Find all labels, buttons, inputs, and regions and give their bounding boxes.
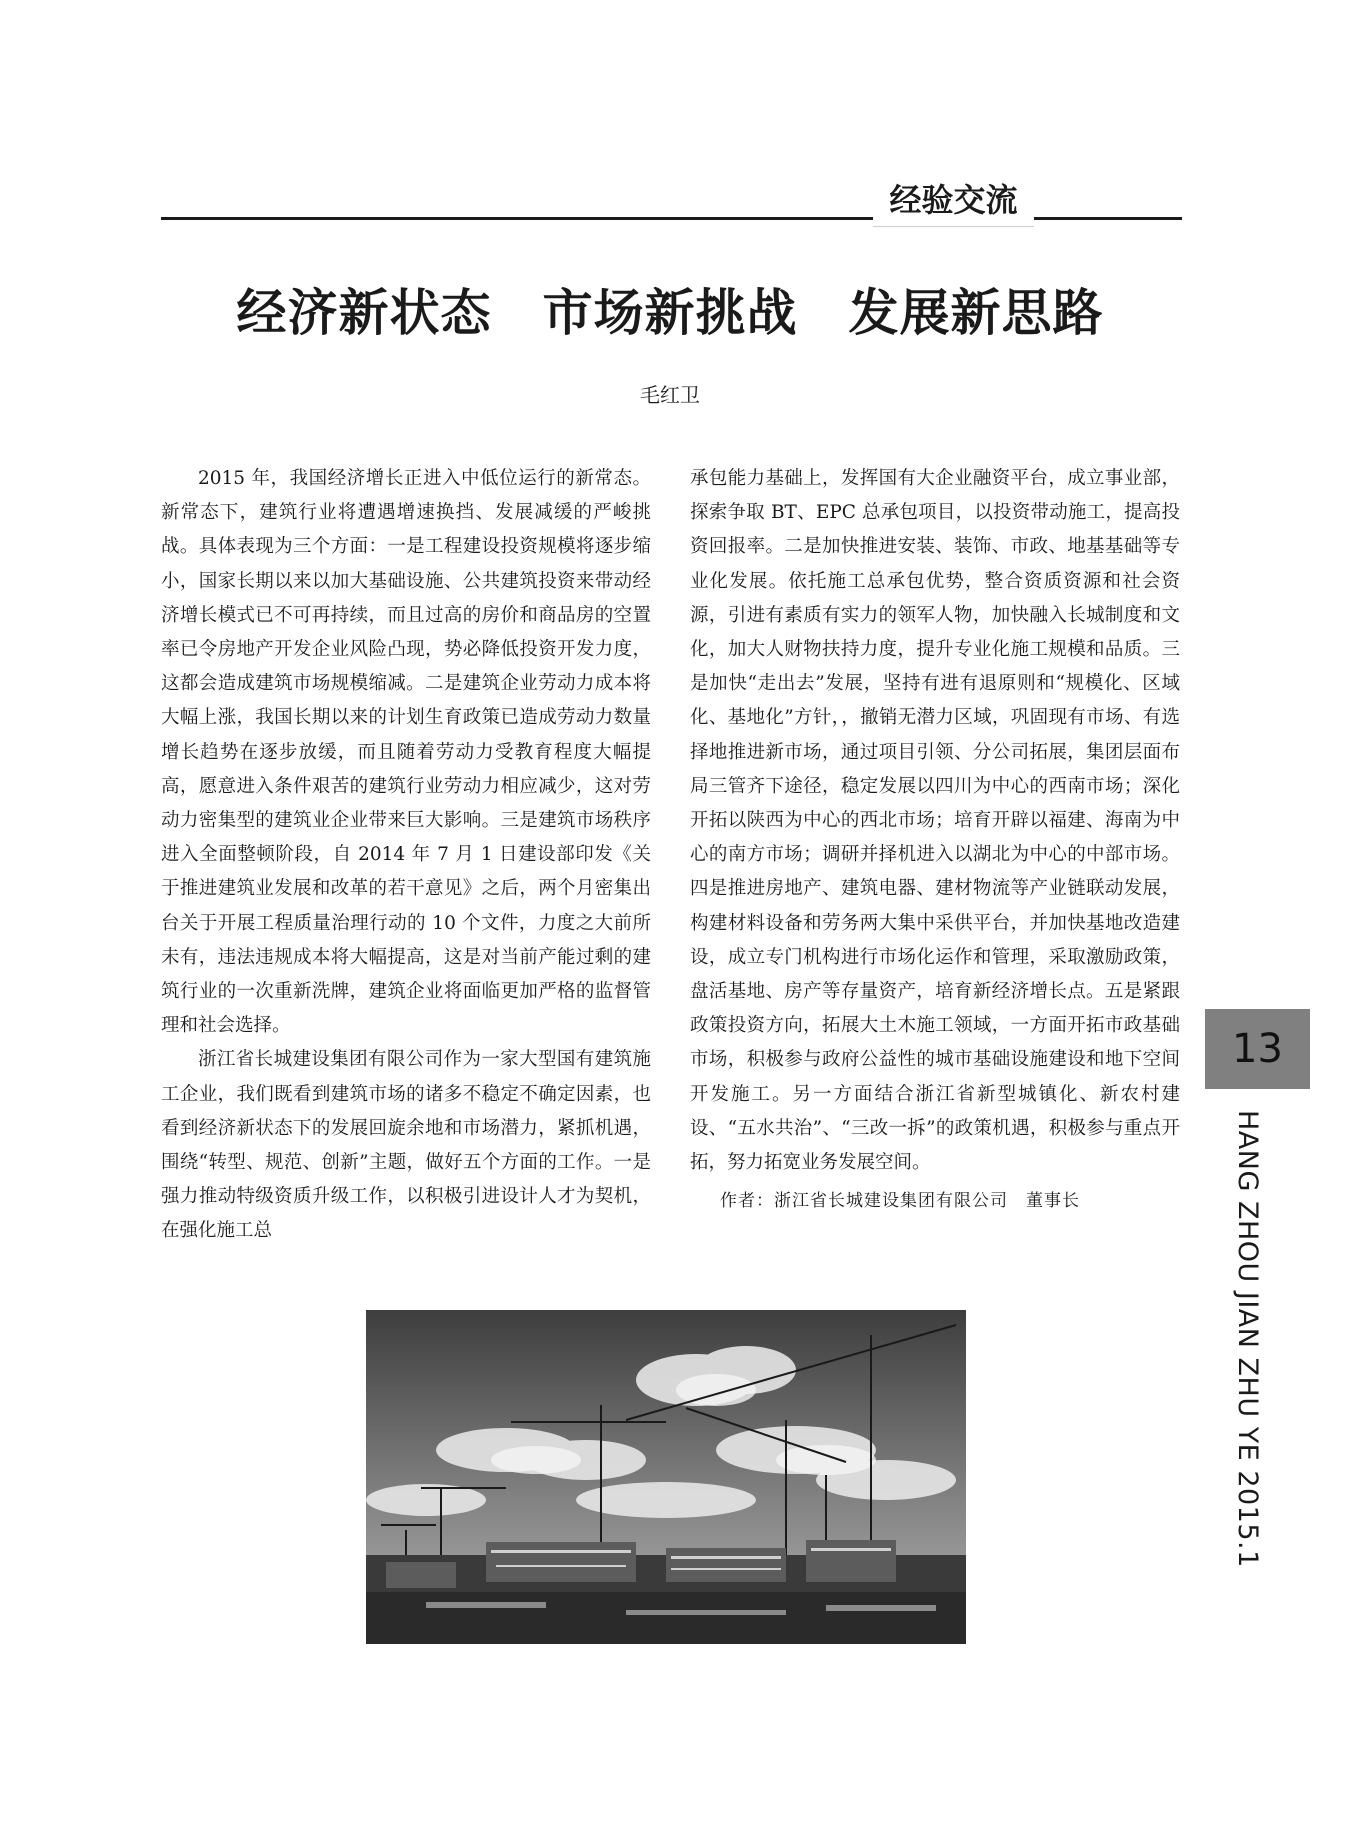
construction-site-photo (366, 1310, 966, 1644)
article-author: 毛红卫 (640, 383, 700, 407)
article-column-left (161, 462, 651, 1249)
header-rule-left (161, 217, 873, 220)
paragraph: 浙江省长城建设集团有限公司作为一家大型国有建筑施工企业，我们既看到建筑市场的诸多不稳定不确定因素，也看到经济新状态下的发展回旋余地和市场潜力，紧抓机遇，围绕“转型、规范、创新”主题，做好五个方面的工作。一是强力推动特级资质升级工作，以积极引进设计人才为契机，在强化施工总 (161, 1049, 651, 1242)
author-byline: 作者：浙江省长城建设集团有限公司 董事长 (720, 1191, 1080, 1212)
header-rule-right (1034, 217, 1182, 220)
journal-name-vertical: HANG ZHOU JIAN ZHU YE 2015.1 (1232, 1110, 1263, 1568)
article-title: 经济新状态 市场新挑战 发展新思路 (236, 283, 1104, 342)
construction-site-illustration (366, 1310, 966, 1644)
paragraph: 承包能力基础上，发挥国有大企业融资平台，成立事业部，探索争取 BT、EPC 总承包项目，以投资带动施工，提高投资回报率。二是加快推进安装、装饰、市政、地基基础等专业化发展。依托施工总承包优势，整合资质资源和社会资源，引进有素质有实力的领军人物，加快融入长城制度和文化，加大人财物扶持力度，提升专业化施工规模和品质。三是加快“走出去”发展，坚持有进有退原则和“规模化、区域化、基地化”方针，，撤销无潜力区域，巩固现有市场、有选择地推进新市场，通过项目引领、分公司拓展，集团层面布局三管齐下途径，稳定发展以四川为中心的西南市场；深化开拓以陕西为中心的西北市场；培育开辟以福建、海南为中心的南方市场；调研并择机进入以湖北为中心的中部市场。四是推进房地产、建筑电器、建材物流等产业链联动发展，构建材料设备和劳务两大集中采供平台，并加快基地改造建设，成立专门机构进行市场化运作和管理，采取激励政策，盘活基地、房产等存量资产，培育新经济增长点。五是紧跟政策投资方向，拓展大土木施工领域，一方面开拓市政基础市场，积极参与政府公益性的城市基础设施建设和地下空间开发施工。另一方面结合浙江省新型城镇化、新农村建设、“五水共治”、“三改一拆”的政策机遇，积极参与重点开拓，努力拓宽业务发展空间。 (690, 468, 1180, 1174)
section-title: 经验交流 (873, 178, 1034, 227)
paragraph: 2015 年，我国经济增长正进入中低位运行的新常态。新常态下，建筑行业将遭遇增速换挡、发展减缓的严峻挑战。具体表现为三个方面：一是工程建设投资规模将逐步缩小，国家长期以来以加大基础设施、公共建筑投资来带动经济增长模式已不可再持续，而且过高的房价和商品房的空置率已令房地产开发企业风险凸现，势必降低投资开发力度，这都会造成建筑市场规模缩减。二是建筑企业劳动力成本将大幅上涨，我国长期以来的计划生育政策已造成劳动力数量增长趋势在逐步放缓，而且随着劳动力受教育程度大幅提高，愿意进入条件艰苦的建筑行业劳动力相应减少，这对劳动力密集型的建筑业企业带来巨大影响。三是建筑市场秩序进入全面整顿阶段，自 2014 年 7 月 1 日建设部印发《关于推进建筑业发展和改革的若干意见》之后，两个月密集出台关于开展工程质量治理行动的 10 个文件，力度之大前所未有，违法违规成本将大幅提高，这是对当前产能过剩的建筑行业的一次重新洗牌，建筑企业将面临更加严格的监督管理和社会选择。 (161, 468, 651, 1037)
article-column-right (690, 462, 1180, 1218)
page-number: 13 (1232, 1026, 1283, 1072)
page-number-tab (1205, 1009, 1310, 1089)
